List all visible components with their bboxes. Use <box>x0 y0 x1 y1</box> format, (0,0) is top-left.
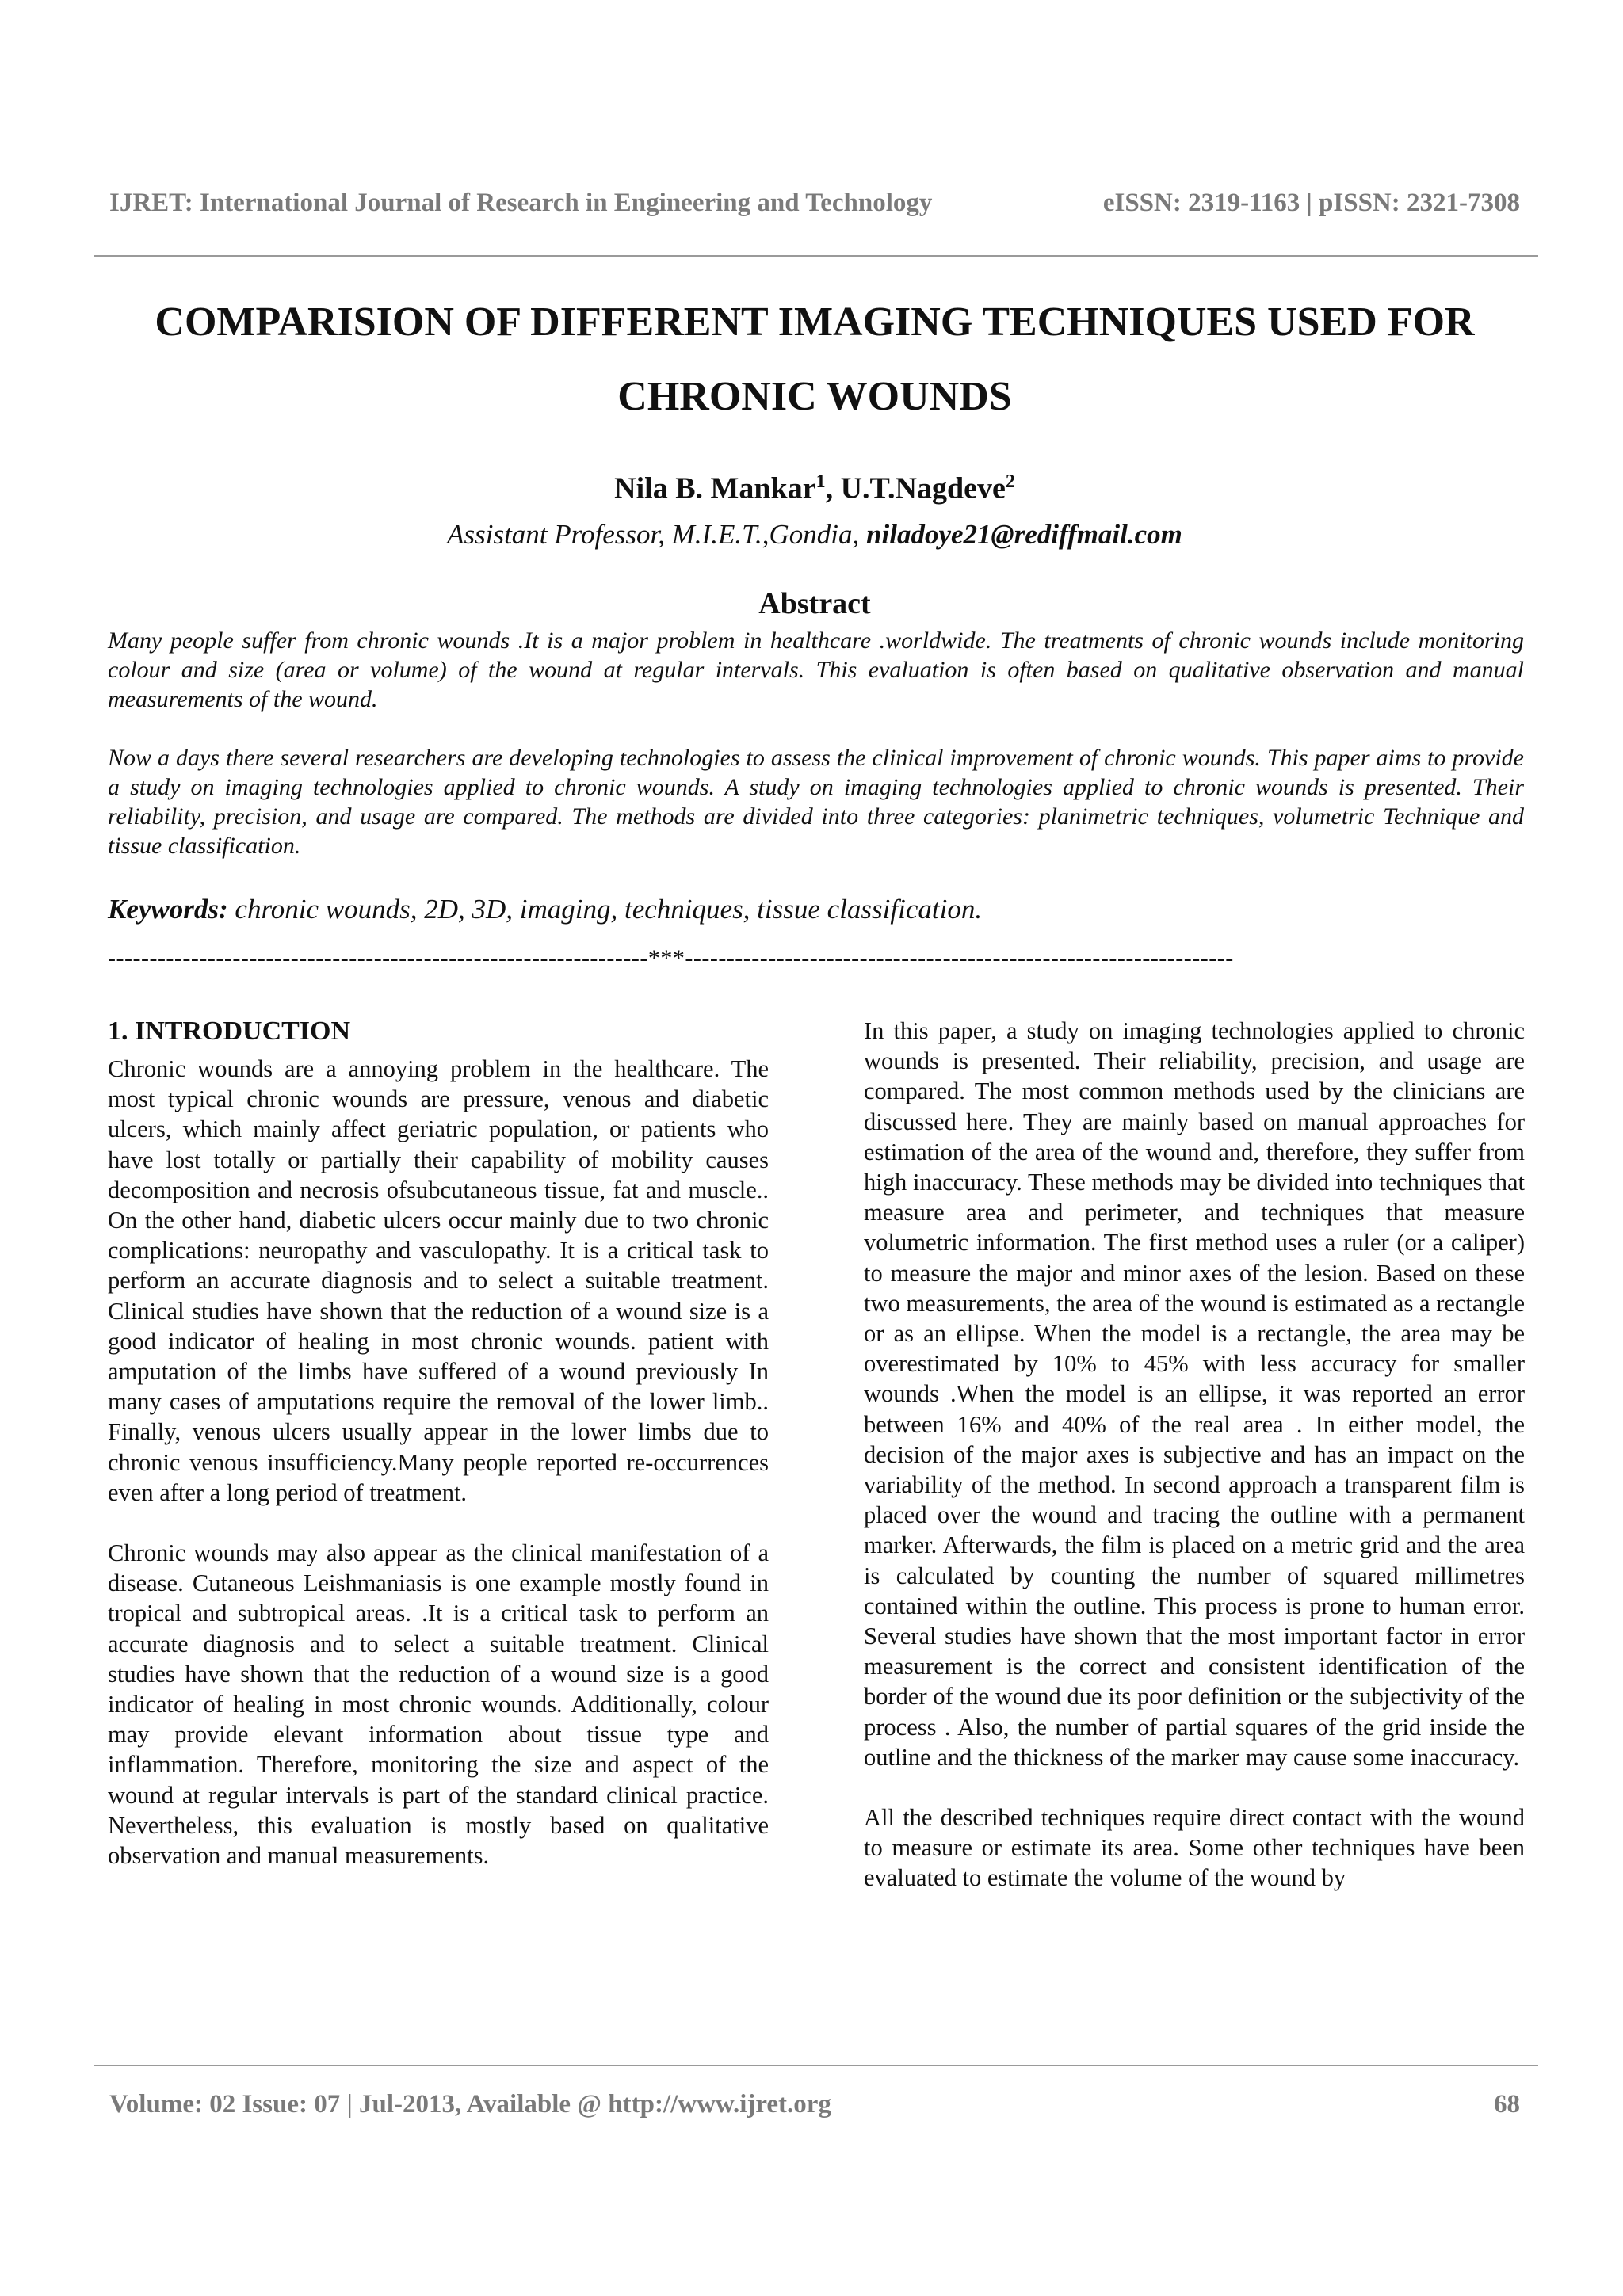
paper-title-line-1: COMPARISION OF DIFFERENT IMAGING TECHNIQUES USED FOR <box>155 299 1475 345</box>
running-footer <box>109 2090 1520 2130</box>
body-paragraph-1: In this paper, a study on imaging technologies applied to chronic wounds is presented. Their reliability, precision, and usage are compared. The most common methods used by the clinicians are discussed here. They are mainly based on manual approaches for estimation of the area of the wound and, therefore, they suffer from high inaccuracy. These methods may be divided into techniques that measure area and perimeter, and techniques that measure volumetric information. The first method uses a ruler (or a caliper) to measure the major and minor axes of the lesion. Based on these two measurements, the area of the wound is estimated as a rectangle or as an ellipse. When the model is a rectangle, the area may be overestimated by 10% to 45% with less accuracy for smaller wounds .When the model is an ellipse, it was reported an error between 16% and 40% of the real area . In either model, the decision of the major axes is subjective and has an impact on the variability of the method. In second approach a transparent film is placed over the wound and tracing the outline with a permanent marker. Afterwards, the film is placed on a metric grid and the area is calculated by counting the number of squared millimetres contained within the outline. This process is prone to human error. Several studies have shown that the most important factor in error measurement is the correct and consistent identification of the border of the wound due its poor definition or the subjectivity of the process . Also, the number of partial squares of the grid inside the outline and the thickness of the marker may cause some inaccuracy. <box>864 1017 1525 1771</box>
keywords <box>108 889 1524 930</box>
author-email: niladoye21@rediffmail.com <box>866 519 1182 550</box>
keywords-text: chronic wounds, 2D, 3D, imaging, techniques, tissue classification. <box>227 894 983 925</box>
author-2-name: U.T.Nagdeve <box>840 471 1006 505</box>
abstract-heading: Abstract <box>758 587 871 620</box>
intro-paragraph-1: Chronic wounds are a annoying problem in the healthcare. The most typical chronic wounds are pressure, venous and diabetic ulcers, which mainly affect geriatric population, or patients who have lost totally or partially their capability of mobility causes decomposition and necrosis ofsubcutaneous tissue, fat and muscle.. On the other hand, diabetic ulcers occur mainly due to two chronic complications: neuropathy and vasculopathy. It is a critical task to perform an accurate diagnosis and to select a suitable treatment. Clinical studies have shown that the reduction of a wound size is a good indicator of healing in most chronic wounds. patient with amputation of the limbs have suffered of a wound previously In many cases of amputations require the removal of the lower limb.. Finally, venous ulcers usually appear in the lower limbs due to chronic venous insufficiency.Many people reported re-occurrences even after a long period of treatment. <box>108 1055 769 1506</box>
section-heading-introduction: 1. INTRODUCTION <box>108 1016 351 1046</box>
author-1-name: Nila B. Mankar <box>614 471 816 505</box>
journal-name: IJRET: International Journal of Research in Engineering and Technology <box>109 189 933 217</box>
author-separator: , <box>825 471 841 505</box>
left-column <box>108 1013 769 1901</box>
author-list <box>109 458 1520 513</box>
affiliation-text: Assistant Professor, M.I.E.T.,Gondia, <box>447 519 867 550</box>
intro-paragraph-2: Chronic wounds may also appear as the clinical manifestation of a disease. Cutaneous Leishmaniasis is one example mostly found in tropical and subtropical areas. .It is a critical task to perform an accurate diagnosis and to select a suitable treatment. Clinical studies have shown that the reduction of a wound size is a good indicator of healing in most chronic wounds. Additionally, colour may provide elevant information about tissue type and inflammation. Therefore, monitoring the size and aspect of the wound at regular intervals is part of the standard clinical practice. Nevertheless, this evaluation is mostly based on qualitative observation and manual measurements. <box>108 1539 769 1870</box>
running-header <box>109 189 1520 228</box>
abstract-paragraph-2: Now a days there several researchers are developing technologies to assess the clinical improvement of chronic wounds. This paper aims to provide a study on imaging technologies applied to chronic wounds. A study on imaging technologies applied to chronic wounds is presented. Their reliability, precision, and usage are compared. The methods are divided into three categories: planimetric techniques, volumetric Technique and tissue classification. <box>108 745 1524 859</box>
paper-title <box>109 285 1520 434</box>
author-2-affiliation-mark: 2 <box>1005 471 1015 492</box>
journal-issn: eISSN: 2319-1163 | pISSN: 2321-7308 <box>1102 189 1520 217</box>
page-number: 68 <box>1494 2090 1520 2119</box>
abstract-paragraph-1: Many people suffer from chronic wounds .It is a major problem in healthcare .worldwide. The treatments of chronic wounds include monitoring colour and size (area or volume) of the wound at regular intervals. This evaluation is often based on qualitative observation and manual measurements of the wound. <box>108 627 1524 712</box>
right-column <box>864 1016 1525 1924</box>
header-rule <box>94 255 1538 257</box>
keywords-label: Keywords: <box>108 894 228 925</box>
author-1-affiliation-mark: 1 <box>815 471 826 492</box>
volume-issue-info: Volume: 02 Issue: 07 | Jul-2013, Available @ http://www.ijret.org <box>109 2090 831 2119</box>
body-paragraph-2: All the described techniques require direct contact with the wound to measure or estimate its area. Some other techniques have been evaluated to estimate the volume of the wound by <box>864 1804 1525 1892</box>
section-separator: -----------------------------------------------------------------***------------------------------------------------------------------ <box>108 945 1234 971</box>
paper-title-line-2: CHRONIC WOUNDS <box>617 374 1012 419</box>
author-affiliation <box>109 515 1520 555</box>
footer-rule <box>94 2065 1538 2066</box>
